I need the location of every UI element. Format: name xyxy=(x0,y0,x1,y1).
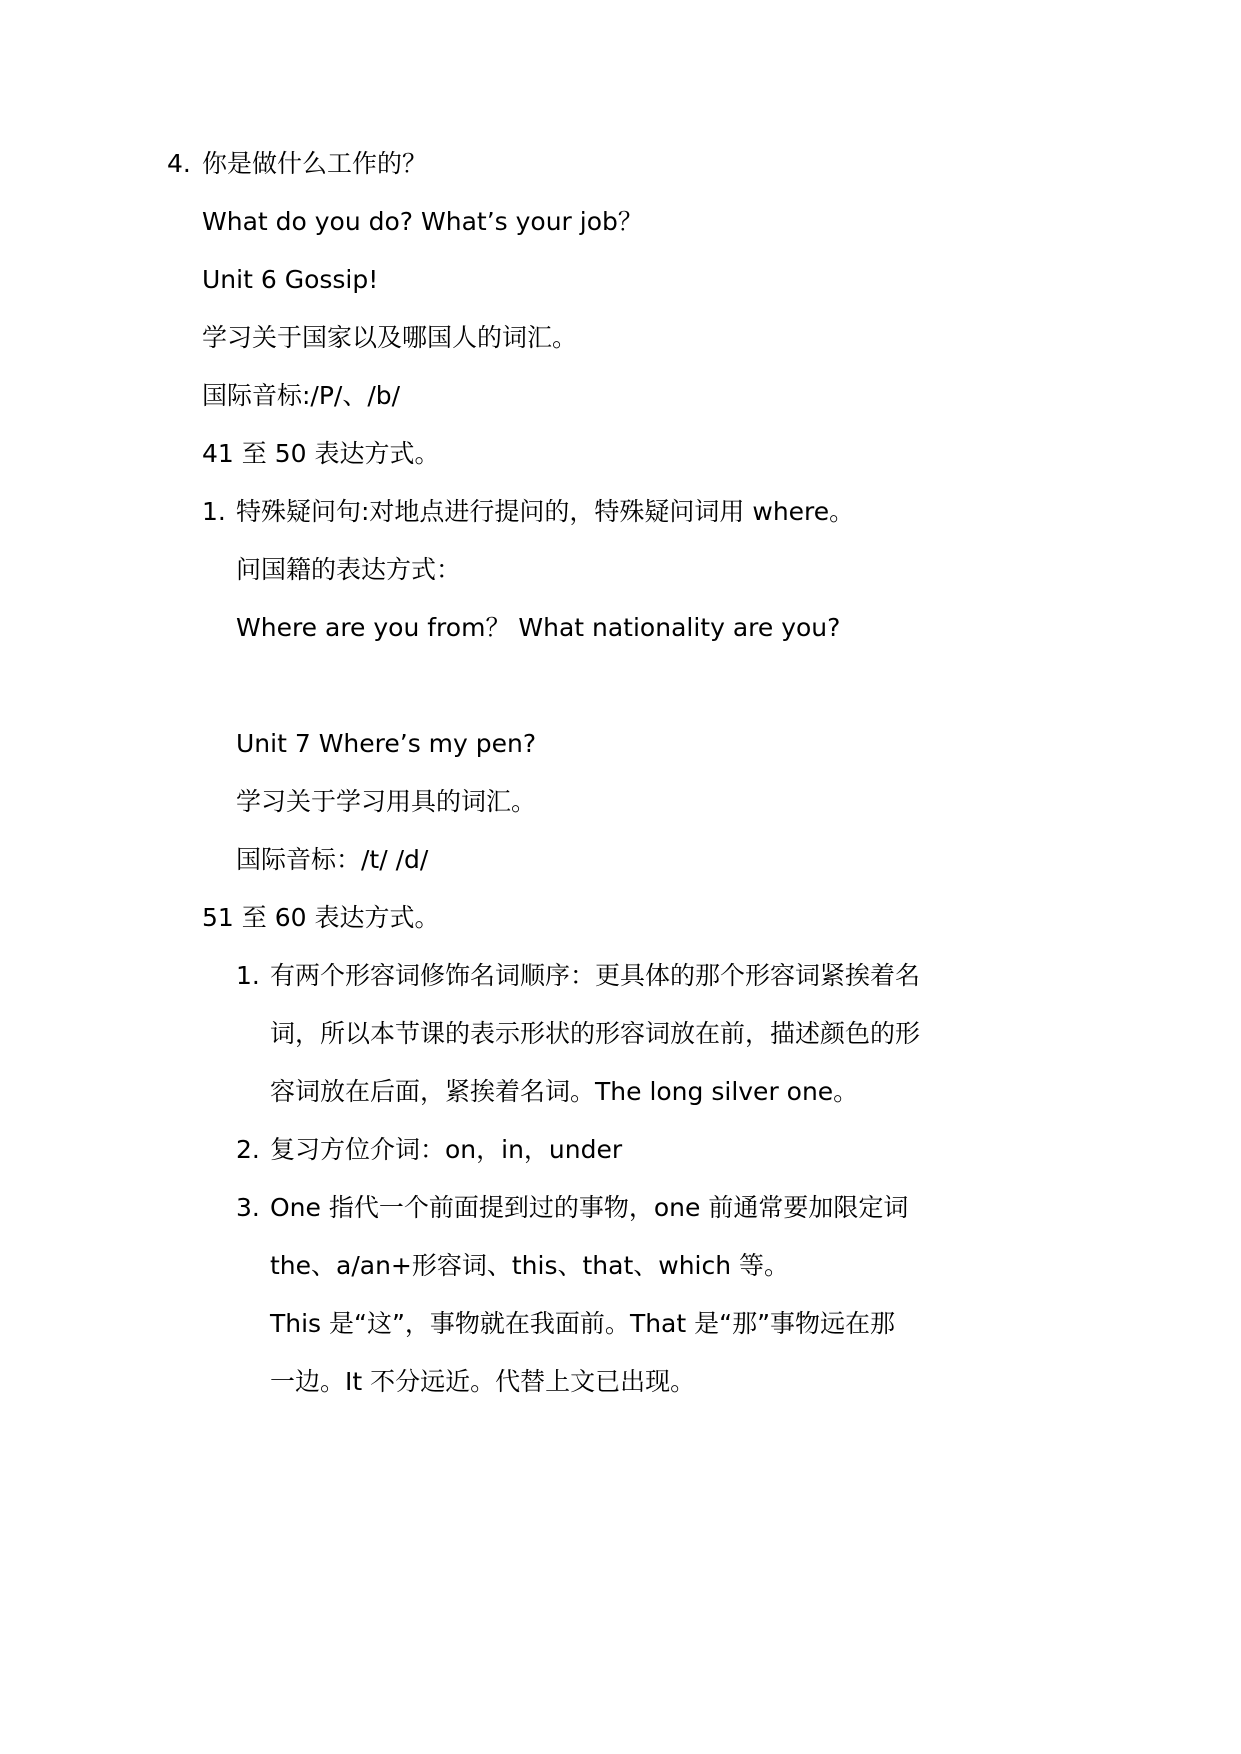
unit-7-point-3-line-1: One 指代一个前面提到过的事物，one 前通常要加限定词 xyxy=(270,1193,909,1222)
unit-7-point-1-number: 1. xyxy=(236,961,260,990)
unit-7-point-1-line-3: 容词放在后面，紧挨着名词。The long silver one。 xyxy=(270,1077,859,1106)
unit-7-point-3-number: 3. xyxy=(236,1193,260,1222)
unit-7-vocab: 学习关于学习用具的词汇。 xyxy=(236,787,537,816)
item-4-number: 4. xyxy=(167,149,191,178)
unit-7-expressions: 51 至 60 表达方式。 xyxy=(202,903,440,932)
unit-7-point-2-line-1: 复习方位介词：on，in，under xyxy=(270,1135,623,1164)
unit-7-point-2-number: 2. xyxy=(236,1135,260,1164)
item-4-english: What do you do? What’s your job？ xyxy=(202,207,643,236)
unit-6-point-1-examples: Where are you from？ What nationality are you? xyxy=(236,613,841,642)
unit-7-point-3-line-4: 一边。It 不分远近。代替上文已出现。 xyxy=(270,1367,696,1396)
unit-6-vocab: 学习关于国家以及哪国人的词汇。 xyxy=(202,323,578,352)
unit-7-title: Unit 7 Where’s my pen? xyxy=(236,729,537,758)
unit-6-point-1-text: 特殊疑问句:对地点进行提问的，特殊疑问词用 where。 xyxy=(236,497,855,526)
unit-7-phonetics: 国际音标：/t/ /d/ xyxy=(236,845,429,874)
unit-6-title: Unit 6 Gossip! xyxy=(202,265,379,294)
unit-6-point-1-subheading: 问国籍的表达方式： xyxy=(236,555,462,584)
unit-7-point-1-line-2: 词，所以本节课的表示形状的形容词放在前，描述颜色的形 xyxy=(270,1019,921,1048)
unit-7-point-3-line-3: This 是“这”，事物就在我面前。That 是“那”事物远在那 xyxy=(270,1309,896,1338)
unit-7-point-3-line-2: the、a/an+形容词、this、that、which 等。 xyxy=(270,1251,790,1280)
item-4-question: 你是做什么工作的？ xyxy=(202,149,428,178)
unit-7-point-1-line-1: 有两个形容词修饰名词顺序：更具体的那个形容词紧挨着名 xyxy=(270,961,921,990)
unit-6-point-1-number: 1. xyxy=(202,497,226,526)
unit-6-expressions: 41 至 50 表达方式。 xyxy=(202,439,440,468)
unit-6-phonetics: 国际音标:/P/、/b/ xyxy=(202,381,401,410)
